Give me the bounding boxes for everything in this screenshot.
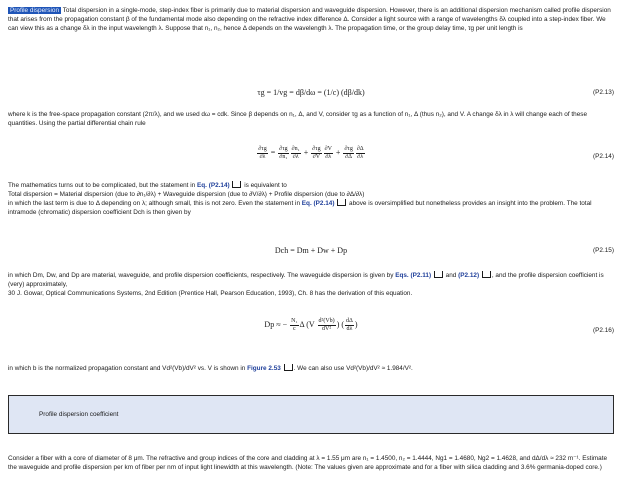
book-icon[interactable]: [434, 271, 443, 278]
equation-link[interactable]: Eqs. (P2.11): [395, 272, 432, 279]
equation-number: (P2.15): [593, 247, 614, 254]
fraction: $\frac{\partial\tau g}{\partial\lambda}$: [258, 146, 267, 160]
text: is equivalent to: [244, 182, 287, 189]
fraction: $\frac{\partial\tau g}{\partial\Delta}$: [344, 146, 353, 160]
explanation-paragraph: [8, 181, 614, 217]
text: in which Dm, Dw, and Dp are material, waveguide, and profile dispersion coefficients, respectively. The waveguide dispersion is given by: [8, 272, 394, 279]
fraction: $\frac{\text{N₁}}{c}$: [291, 318, 298, 332]
equation-number: (P2.16): [593, 327, 614, 334]
text: in which b is the normalized propagation constant and Vd²(Vb)/dV² vs. V is shown in: [8, 365, 246, 372]
fraction: $\frac{\text{∂n₁}}{\partial\lambda}$: [291, 146, 300, 160]
text: The mathematics turns out to be complicated, but the statement in: [8, 182, 196, 189]
fraction: $\frac{\partial\Delta}{\partial\lambda}$: [356, 146, 364, 160]
text: (V: [306, 319, 315, 329]
intro-paragraph: [8, 6, 614, 33]
text: Dp ≈ −: [264, 319, 288, 329]
normalized-paragraph: [8, 364, 614, 373]
book-icon[interactable]: [284, 364, 293, 371]
fraction: $\frac{\partial\tau g}{\text{∂n₁}}$: [279, 146, 288, 160]
equation-body: Dp ≈ − $\frac{\text{N₁}}{c}$ Δ (V $\frac{\text{d²(Vb)}}{\text{dV²}}$ ) ( $\frac{d\Delta}{d\lambda}$ ): [264, 318, 358, 332]
equation-p2-15: [0, 245, 622, 267]
text: and: [445, 272, 457, 279]
text: Total dispersion = Material dispersion (due to ∂n₁/∂λ) + Waveguide dispersion (due to ∂V/∂λ) + Profile dispersion (due to ∂Δ/∂λ): [8, 191, 365, 199]
text: in which the last term is due to Δ depending on λ; although small, this is not zero. Even the statement in: [8, 200, 301, 208]
equation-link[interactable]: (P2.12): [458, 272, 480, 279]
fraction: $\frac{\partial\tau g}{\partial V}$: [312, 146, 321, 160]
text: Δ: [299, 319, 305, 329]
text: above is oversimplified but nonetheless provides an insight into the problem. The total intramode (chromatic) dispersion coefficient Dch is then given by: [8, 200, 592, 217]
problem-title: Profile dispersion coefficient: [39, 411, 119, 418]
equation-body: τg = 1/vg = dβ/dω = (1/c) (dβ/dk): [257, 88, 365, 97]
equation-p2-14: [0, 146, 622, 170]
book-icon[interactable]: [337, 199, 346, 206]
figure-link[interactable]: Figure 2.53: [247, 365, 281, 372]
text: , and the profile dispersion coefficient is (very) approximately,: [8, 272, 604, 289]
equation-p2-13: [0, 87, 622, 109]
book-icon[interactable]: [482, 271, 491, 278]
equation-body: $\frac{\partial\tau g}{\partial\lambda}$ = $\frac{\partial\tau g}{\text{∂n₁}}$ $\frac{\text{∂n₁}}{\partial\lambda}$ + $\frac{\partial\tau g}{\partial V}$ $\frac{\partial V}{\partial\lambda}$ + $\frac{\partial\tau g}{\partial\Delta}$ $\frac{\partial\Delta}{\partial\lambda}$: [258, 146, 364, 160]
intro-text: Total dispersion in a single-mode, step-index fiber is primarily due to material dispersion and waveguide dispersion. However, there is an additional dispersion mechanism called profile dispersion that arises from the propagation constant β of the fundamental mode also depending on the refractive index difference Δ. Consider a light source with a range of wavelengths δλ coupled into a step-index fiber. We can view this as a change δλ in the input wavelength λ. Suppose that n₁, n₂, hence Δ depends on the wavelength λ. The propagation time, or the group delay time, τg per unit length is: [8, 7, 611, 33]
coefficients-paragraph: [8, 271, 614, 298]
equation-number: (P2.13): [593, 89, 614, 96]
book-icon[interactable]: [232, 181, 241, 188]
text: . We can also use Vd²(Vb)/dV² ≈ 1.984/V².: [293, 365, 413, 372]
equation-body: Dch = Dm + Dw + Dp: [274, 246, 348, 255]
text: ): [336, 319, 340, 329]
chain-rule-paragraph: where k is the free-space propagation constant (2π/λ), and we used dω = cdk. Since β depends on n₁, Δ, and V, consider τg as a function of n₁, Δ (thus n₂), and V. A change δλ in λ will change each of these quantities. Using the partial differential chain rule: [8, 111, 588, 128]
fraction: $\frac{d\Delta}{d\lambda}$: [346, 318, 353, 332]
equation-p2-16: [0, 318, 622, 344]
fraction: $\frac{\text{d²(Vb)}}{\text{dV²}}$: [318, 318, 335, 332]
section-highlight[interactable]: Profile dispersion: [10, 7, 60, 14]
fraction: $\frac{\partial V}{\partial\lambda}$: [324, 146, 332, 160]
problem-paragraph: Consider a fiber with a core of diameter of 8 μm. The refractive and group indices of the core and cladding at λ = 1.55 μm are n₁ = 1.4500, n₂ = 1.4444, Ng1 = 1.4680, Ng2 = 1.4628, and dΔ/dλ ≈ 232 m⁻¹. Estimate the waveguide and profile dispersion per km of fiber per nm of input light linewidth at this wavelength. (Note: The values given are approximate and for a fiber with silica cladding and 3.6% germania-doped core.): [8, 455, 608, 472]
problem-title-box: [8, 395, 614, 434]
equation-link[interactable]: Eq. (P2.14): [196, 182, 230, 189]
equation-number: (P2.14): [593, 153, 614, 160]
equation-link[interactable]: Eq. (P2.14): [301, 200, 335, 208]
footnote: 30 J. Gowar, Optical Communications Systems, 2nd Edition (Prentice Hall, Pearson Education, 1993), Ch. 8 has the derivation of this equation.: [8, 290, 413, 298]
